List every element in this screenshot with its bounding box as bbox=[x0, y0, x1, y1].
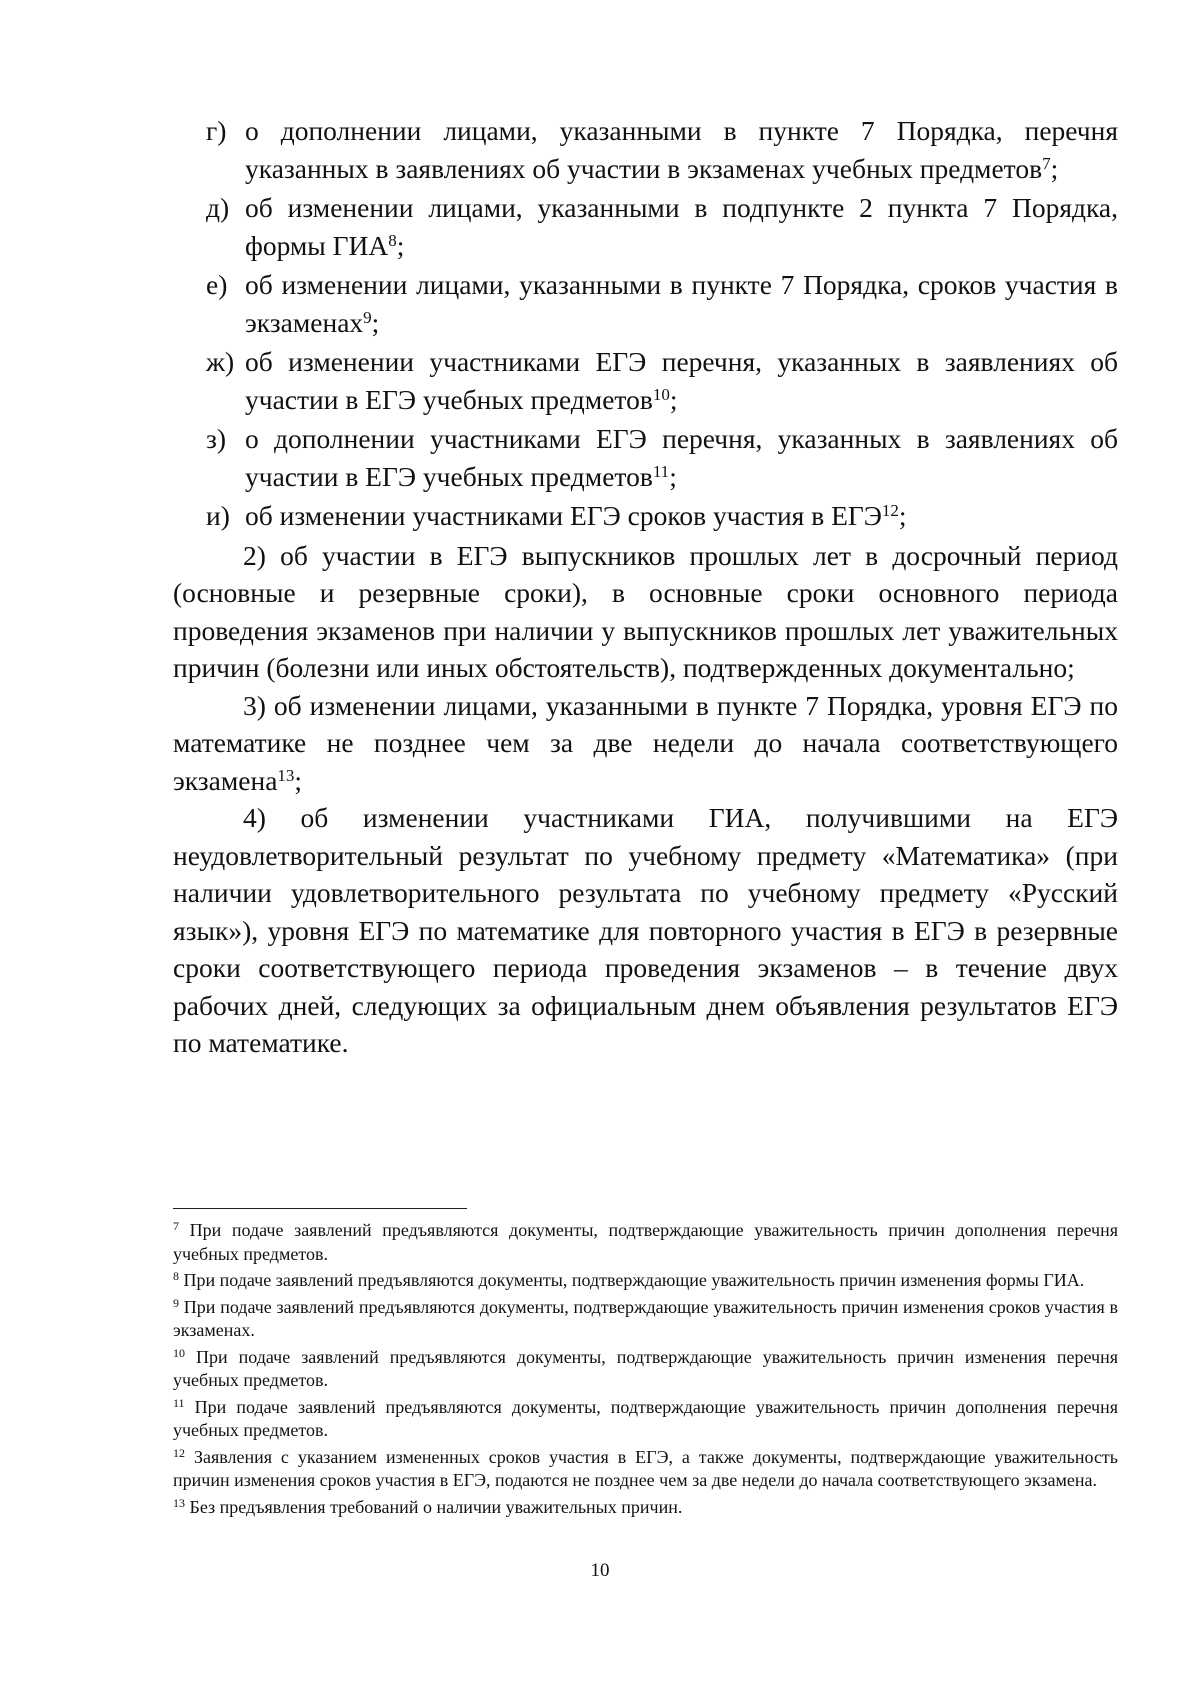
sub-item bbox=[173, 266, 1118, 341]
paragraph bbox=[173, 799, 1118, 1062]
sub-item bbox=[173, 189, 1118, 264]
footnote bbox=[173, 1396, 1118, 1443]
sub-item-marker: г) bbox=[206, 115, 227, 146]
footnote-number: 8 bbox=[173, 1269, 179, 1283]
sub-item-tail: ; bbox=[371, 306, 380, 338]
footnote-text: Без предъявления требований о наличии уважительных причин. bbox=[189, 1496, 683, 1517]
sub-item-list bbox=[173, 112, 1118, 535]
paragraph bbox=[173, 687, 1118, 800]
sub-item-tail: ; bbox=[898, 500, 907, 531]
sub-item-marker: е) bbox=[206, 269, 228, 300]
sub-item-text: об изменении лицами, указанными в пункте 7 Порядка, сроков участия в экзаменах bbox=[245, 269, 1118, 338]
footnote-ref: 7 bbox=[1042, 153, 1051, 173]
sub-item-text: об изменении лицами, указанными в подпункте 2 пункта 7 Порядка, формы ГИА bbox=[245, 192, 1118, 261]
paragraph bbox=[173, 537, 1118, 687]
sub-item-marker: д) bbox=[206, 192, 230, 223]
sub-item bbox=[173, 497, 1118, 535]
footnote-text: При подаче заявлений предъявляются документы, подтверждающие уважительность причин дополнения перечня учебных предметов. bbox=[173, 1396, 1119, 1440]
footnote-ref: 8 bbox=[388, 230, 397, 250]
footnote-ref: 10 bbox=[652, 384, 670, 404]
footnote bbox=[173, 1296, 1118, 1343]
main-text bbox=[173, 112, 1118, 1062]
footnote bbox=[173, 1446, 1118, 1493]
sub-item-text: о дополнении лицами, указанными в пункте 7 Порядка, перечня указанных в заявлениях об участии в экзаменах учебных предметов bbox=[245, 115, 1118, 184]
footnote-number: 13 bbox=[173, 1495, 185, 1510]
footnote-text: При подаче заявлений предъявляются документы, подтверждающие уважительность причин изменения перечня учебных предметов. bbox=[173, 1346, 1119, 1390]
footnote-separator bbox=[173, 1208, 467, 1209]
sub-item bbox=[173, 420, 1118, 495]
footnote-text: При подаче заявлений предъявляются документы, подтверждающие уважительность причин дополнения перечня учебных предметов. bbox=[173, 1220, 1118, 1264]
paragraph-list bbox=[173, 537, 1118, 1062]
paragraph-text: 3) об изменении лицами, указанными в пункте 7 Порядка, уровня ЕГЭ по математике не позднее чем за две недели до начала соответствующего экзамена bbox=[173, 689, 1118, 796]
sub-item bbox=[173, 112, 1118, 187]
sub-item-tail: ; bbox=[669, 383, 678, 415]
footnote-ref: 9 bbox=[363, 307, 372, 327]
sub-item-tail: ; bbox=[396, 229, 405, 261]
footnote bbox=[173, 1496, 1118, 1520]
footnotes bbox=[173, 1219, 1118, 1522]
footnote-number: 11 bbox=[173, 1395, 185, 1410]
footnote-ref: 13 bbox=[277, 765, 295, 785]
paragraph-tail: ; bbox=[294, 764, 303, 796]
footnote bbox=[173, 1269, 1118, 1293]
footnote-ref: 12 bbox=[881, 501, 899, 520]
footnote-text: При подаче заявлений предъявляются документы, подтверждающие уважительность причин изменения сроков участия в экзаменах. bbox=[173, 1296, 1118, 1340]
footnote-text: Заявления с указанием измененных сроков участия в ЕГЭ, а также документы, подтверждающие уважительность причин изменения сроков участия в ЕГЭ, подаются не позднее чем за две недели до начала соответствующего экзамена. bbox=[173, 1446, 1119, 1490]
sub-item-tail: ; bbox=[1050, 152, 1059, 184]
sub-item-marker: ж) bbox=[206, 346, 235, 377]
sub-item-tail: ; bbox=[669, 460, 677, 492]
sub-item bbox=[173, 343, 1118, 418]
paragraph-text: 2) об участии в ЕГЭ выпускников прошлых лет в досрочный период (основные и резервные сроки), в основные сроки основного периода проведения экзаменов при наличии у выпускников прошлых лет уважительных причин (болезни или иных обстоятельств), подтвержденных документально; bbox=[173, 539, 1118, 683]
sub-item-marker: и) bbox=[206, 500, 230, 531]
footnote bbox=[173, 1219, 1118, 1266]
footnote-text: При подаче заявлений предъявляются документы, подтверждающие уважительность причин изменения формы ГИА. bbox=[183, 1270, 1085, 1290]
footnote-number: 7 bbox=[173, 1219, 179, 1233]
footnote bbox=[173, 1346, 1118, 1393]
paragraph-text: 4) об изменении участниками ГИА, получившими на ЕГЭ неудовлетворительный результат по учебному предмету «Математика» (при наличии удовлетворительного результата по учебному предмету «Русский язык»), уровня ЕГЭ по математике для повторного участия в ЕГЭ в резервные сроки соответствующего периода проведения экзаменов – в течение двух рабочих дней, следующих за официальным днем объявления результатов ЕГЭ по математике. bbox=[173, 802, 1118, 1058]
sub-item-text: об изменении участниками ЕГЭ сроков участия в ЕГЭ bbox=[245, 500, 882, 531]
sub-item-marker: з) bbox=[206, 423, 227, 454]
footnote-ref: 11 bbox=[652, 461, 670, 481]
footnote-number: 9 bbox=[173, 1295, 179, 1310]
footnote-number: 12 bbox=[173, 1445, 185, 1460]
footnote-number: 10 bbox=[173, 1345, 185, 1360]
sub-item-text: об изменении участниками ЕГЭ перечня, указанных в заявлениях об участии в ЕГЭ учебных предметов bbox=[245, 346, 1118, 415]
sub-item-text: о дополнении участниками ЕГЭ перечня, указанных в заявлениях об участии в ЕГЭ учебных предметов bbox=[245, 423, 1118, 492]
page-number: 10 bbox=[590, 1560, 610, 1581]
